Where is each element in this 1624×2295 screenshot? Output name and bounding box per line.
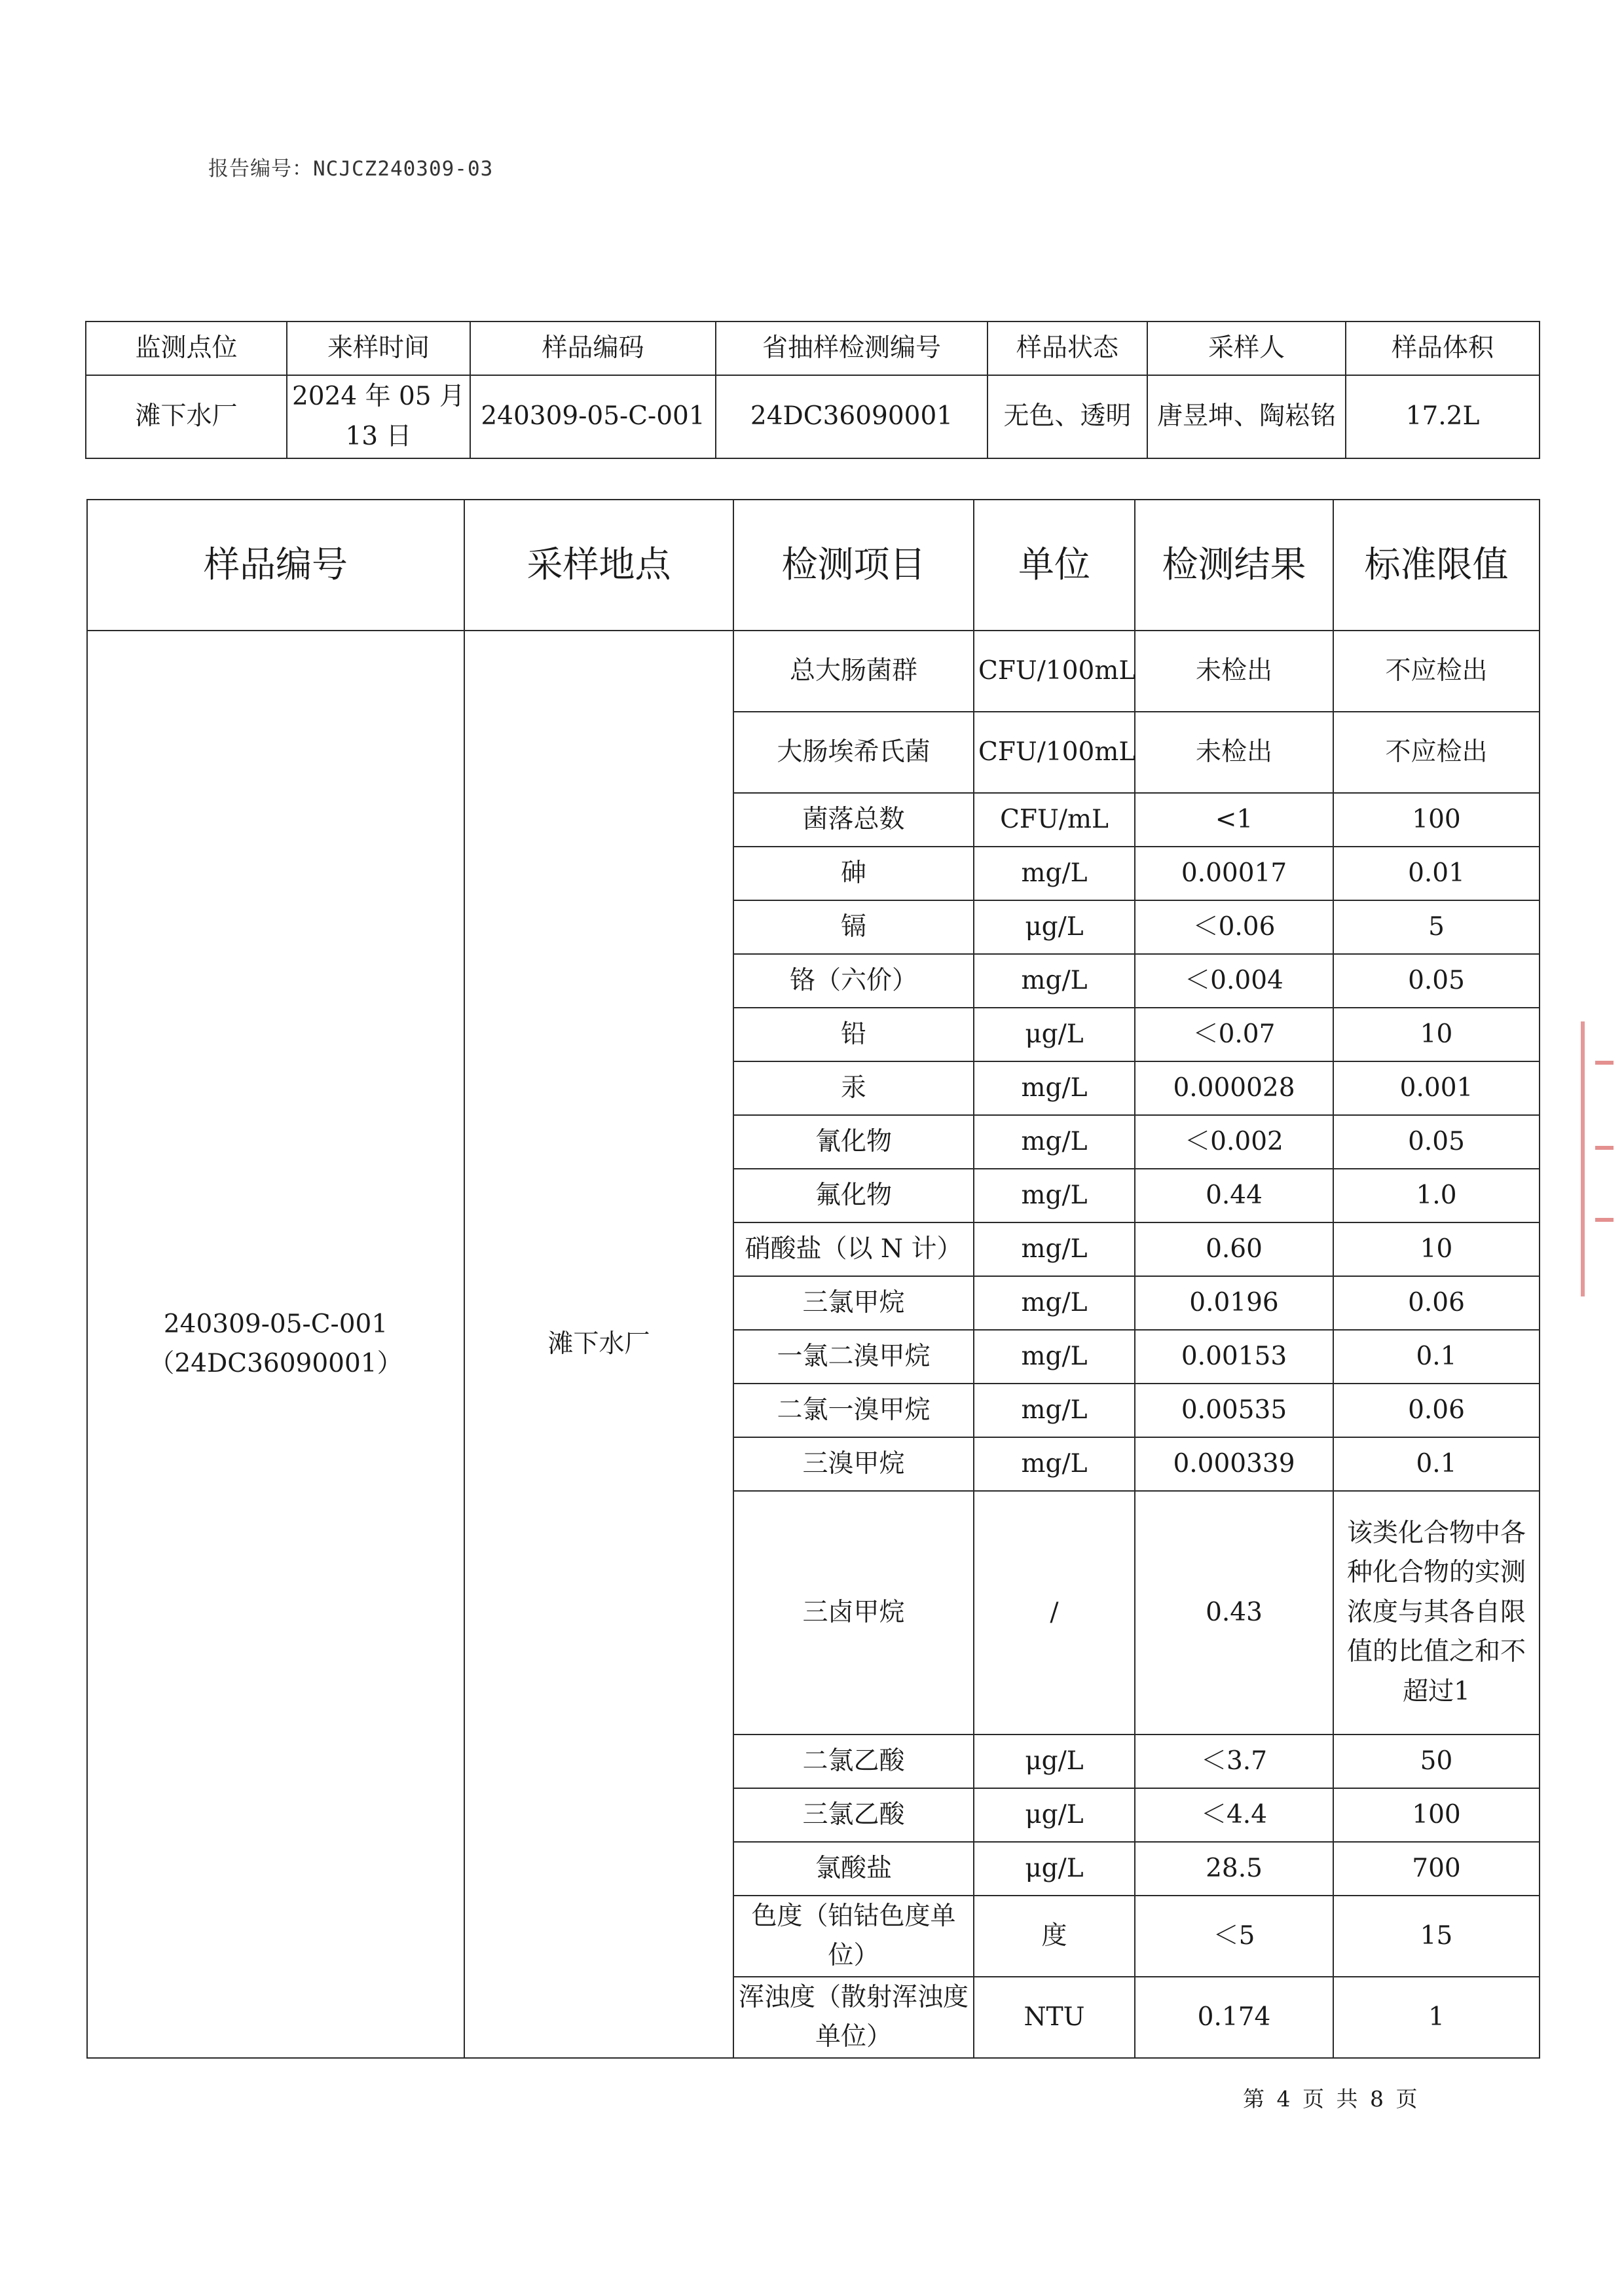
test-item: 总大肠菌群 [733, 631, 974, 712]
results-col-header: 单位 [974, 500, 1135, 631]
standard-limit: 5 [1333, 900, 1540, 954]
info-col-header: 采样人 [1147, 321, 1346, 375]
test-item: 汞 [733, 1061, 974, 1115]
standard-limit: 0.001 [1333, 1061, 1540, 1115]
unit: mg/L [974, 1115, 1135, 1169]
standard-limit: 0.1 [1333, 1437, 1540, 1491]
test-result: 0.0196 [1135, 1276, 1333, 1330]
sample-state: 无色、透明 [987, 375, 1147, 458]
test-item: 铬（六价） [733, 954, 974, 1008]
unit: NTU [974, 1977, 1135, 2058]
standard-limit: 100 [1333, 793, 1540, 847]
results-col-header: 检测结果 [1135, 500, 1333, 631]
info-col-header: 来样时间 [287, 321, 470, 375]
test-result: <1 [1135, 793, 1333, 847]
test-result: ＜5 [1135, 1896, 1333, 1977]
sample-info-table [85, 321, 1540, 459]
test-item: 三溴甲烷 [733, 1437, 974, 1491]
unit: 度 [974, 1896, 1135, 1977]
test-item: 色度（铂钴色度单位） [733, 1896, 974, 1977]
test-item: 砷 [733, 847, 974, 900]
unit: μg/L [974, 1008, 1135, 1061]
seal-mark [1595, 1146, 1614, 1150]
standard-limit: 0.05 [1333, 1115, 1540, 1169]
standard-limit: 该类化合物中各种化合物的实测浓度与其各自限值的比值之和不超过1 [1333, 1491, 1540, 1735]
unit: CFU/100mL [974, 631, 1135, 712]
test-item: 镉 [733, 900, 974, 954]
seal-stamp-edge [1581, 1021, 1624, 1296]
info-col-header: 样品状态 [987, 321, 1147, 375]
info-value-row [86, 375, 1540, 458]
unit: mg/L [974, 1437, 1135, 1491]
results-header-row [87, 500, 1540, 631]
test-item: 氟化物 [733, 1169, 974, 1222]
standard-limit: 1.0 [1333, 1169, 1540, 1222]
standard-limit: 15 [1333, 1896, 1540, 1977]
unit: mg/L [974, 1330, 1135, 1384]
unit: μg/L [974, 900, 1135, 954]
provincial-test-number: 24DC36090001 [716, 375, 987, 458]
report-number: 报告编号：NCJCZ240309-03 [208, 157, 494, 181]
standard-limit: 0.06 [1333, 1384, 1540, 1437]
standard-limit: 10 [1333, 1008, 1540, 1061]
unit: mg/L [974, 847, 1135, 900]
standard-limit: 1 [1333, 1977, 1540, 2058]
test-result: 0.00017 [1135, 847, 1333, 900]
test-item: 菌落总数 [733, 793, 974, 847]
sample-arrival-time: 2024 年 05 月 13 日 [287, 375, 470, 458]
monitoring-point: 滩下水厂 [86, 375, 287, 458]
test-item: 三氯乙酸 [733, 1788, 974, 1842]
results-col-header: 样品编号 [87, 500, 464, 631]
unit: mg/L [974, 954, 1135, 1008]
seal-mark [1595, 1218, 1614, 1222]
info-col-header: 监测点位 [86, 321, 287, 375]
test-item: 一氯二溴甲烷 [733, 1330, 974, 1384]
test-item: 氰化物 [733, 1115, 974, 1169]
unit: mg/L [974, 1384, 1135, 1437]
sample-volume: 17.2L [1346, 375, 1540, 458]
sampling-location: 滩下水厂 [464, 631, 733, 2058]
test-item: 大肠埃希氏菌 [733, 712, 974, 793]
test-item: 氯酸盐 [733, 1842, 974, 1896]
test-item: 硝酸盐（以 N 计） [733, 1222, 974, 1276]
unit: CFU/100mL [974, 712, 1135, 793]
test-result: ＜0.002 [1135, 1115, 1333, 1169]
unit: mg/L [974, 1061, 1135, 1115]
test-result: ＜0.004 [1135, 954, 1333, 1008]
result-row [87, 631, 1540, 712]
info-col-header: 样品体积 [1346, 321, 1540, 375]
standard-limit: 不应检出 [1333, 712, 1540, 793]
test-result: ＜0.06 [1135, 900, 1333, 954]
unit: mg/L [974, 1222, 1135, 1276]
standard-limit: 0.06 [1333, 1276, 1540, 1330]
test-result: 0.43 [1135, 1491, 1333, 1735]
test-result: 未检出 [1135, 631, 1333, 712]
results-col-header: 检测项目 [733, 500, 974, 631]
sampler-names: 唐昱坤、陶崧铭 [1147, 375, 1346, 458]
test-result: ＜3.7 [1135, 1735, 1333, 1788]
unit: μg/L [974, 1842, 1135, 1896]
unit: μg/L [974, 1735, 1135, 1788]
info-header-row [86, 321, 1540, 375]
test-result: 0.44 [1135, 1169, 1333, 1222]
test-result: 未检出 [1135, 712, 1333, 793]
test-item: 浑浊度（散射浑浊度单位） [733, 1977, 974, 2058]
standard-limit: 0.05 [1333, 954, 1540, 1008]
test-result: ＜4.4 [1135, 1788, 1333, 1842]
sample-number-sub: （24DC36090001） [149, 1349, 403, 1378]
seal-mark [1595, 1061, 1614, 1065]
test-result: 28.5 [1135, 1842, 1333, 1896]
standard-limit: 50 [1333, 1735, 1540, 1788]
test-result: ＜0.07 [1135, 1008, 1333, 1061]
page-number: 第 4 页 共 8 页 [1243, 2086, 1420, 2112]
sample-number-cell [87, 631, 464, 2058]
test-item: 二氯乙酸 [733, 1735, 974, 1788]
results-col-header: 标准限值 [1333, 500, 1540, 631]
unit: mg/L [974, 1276, 1135, 1330]
standard-limit: 10 [1333, 1222, 1540, 1276]
test-result: 0.60 [1135, 1222, 1333, 1276]
test-result: 0.00535 [1135, 1384, 1333, 1437]
test-result: 0.000028 [1135, 1061, 1333, 1115]
results-col-header: 采样地点 [464, 500, 733, 631]
sample-number: 240309-05-C-001 [163, 1309, 388, 1339]
test-result: 0.00153 [1135, 1330, 1333, 1384]
info-col-header: 样品编码 [470, 321, 716, 375]
unit: mg/L [974, 1169, 1135, 1222]
unit: / [974, 1491, 1135, 1735]
test-item: 二氯一溴甲烷 [733, 1384, 974, 1437]
test-result: 0.174 [1135, 1977, 1333, 2058]
test-item: 三卤甲烷 [733, 1491, 974, 1735]
standard-limit: 不应检出 [1333, 631, 1540, 712]
test-item: 三氯甲烷 [733, 1276, 974, 1330]
standard-limit: 0.01 [1333, 847, 1540, 900]
unit: CFU/mL [974, 793, 1135, 847]
test-result: 0.000339 [1135, 1437, 1333, 1491]
unit: μg/L [974, 1788, 1135, 1842]
standard-limit: 700 [1333, 1842, 1540, 1896]
standard-limit: 100 [1333, 1788, 1540, 1842]
standard-limit: 0.1 [1333, 1330, 1540, 1384]
test-results-table [86, 499, 1540, 2059]
test-item: 铅 [733, 1008, 974, 1061]
info-col-header: 省抽样检测编号 [716, 321, 987, 375]
sample-code: 240309-05-C-001 [470, 375, 716, 458]
